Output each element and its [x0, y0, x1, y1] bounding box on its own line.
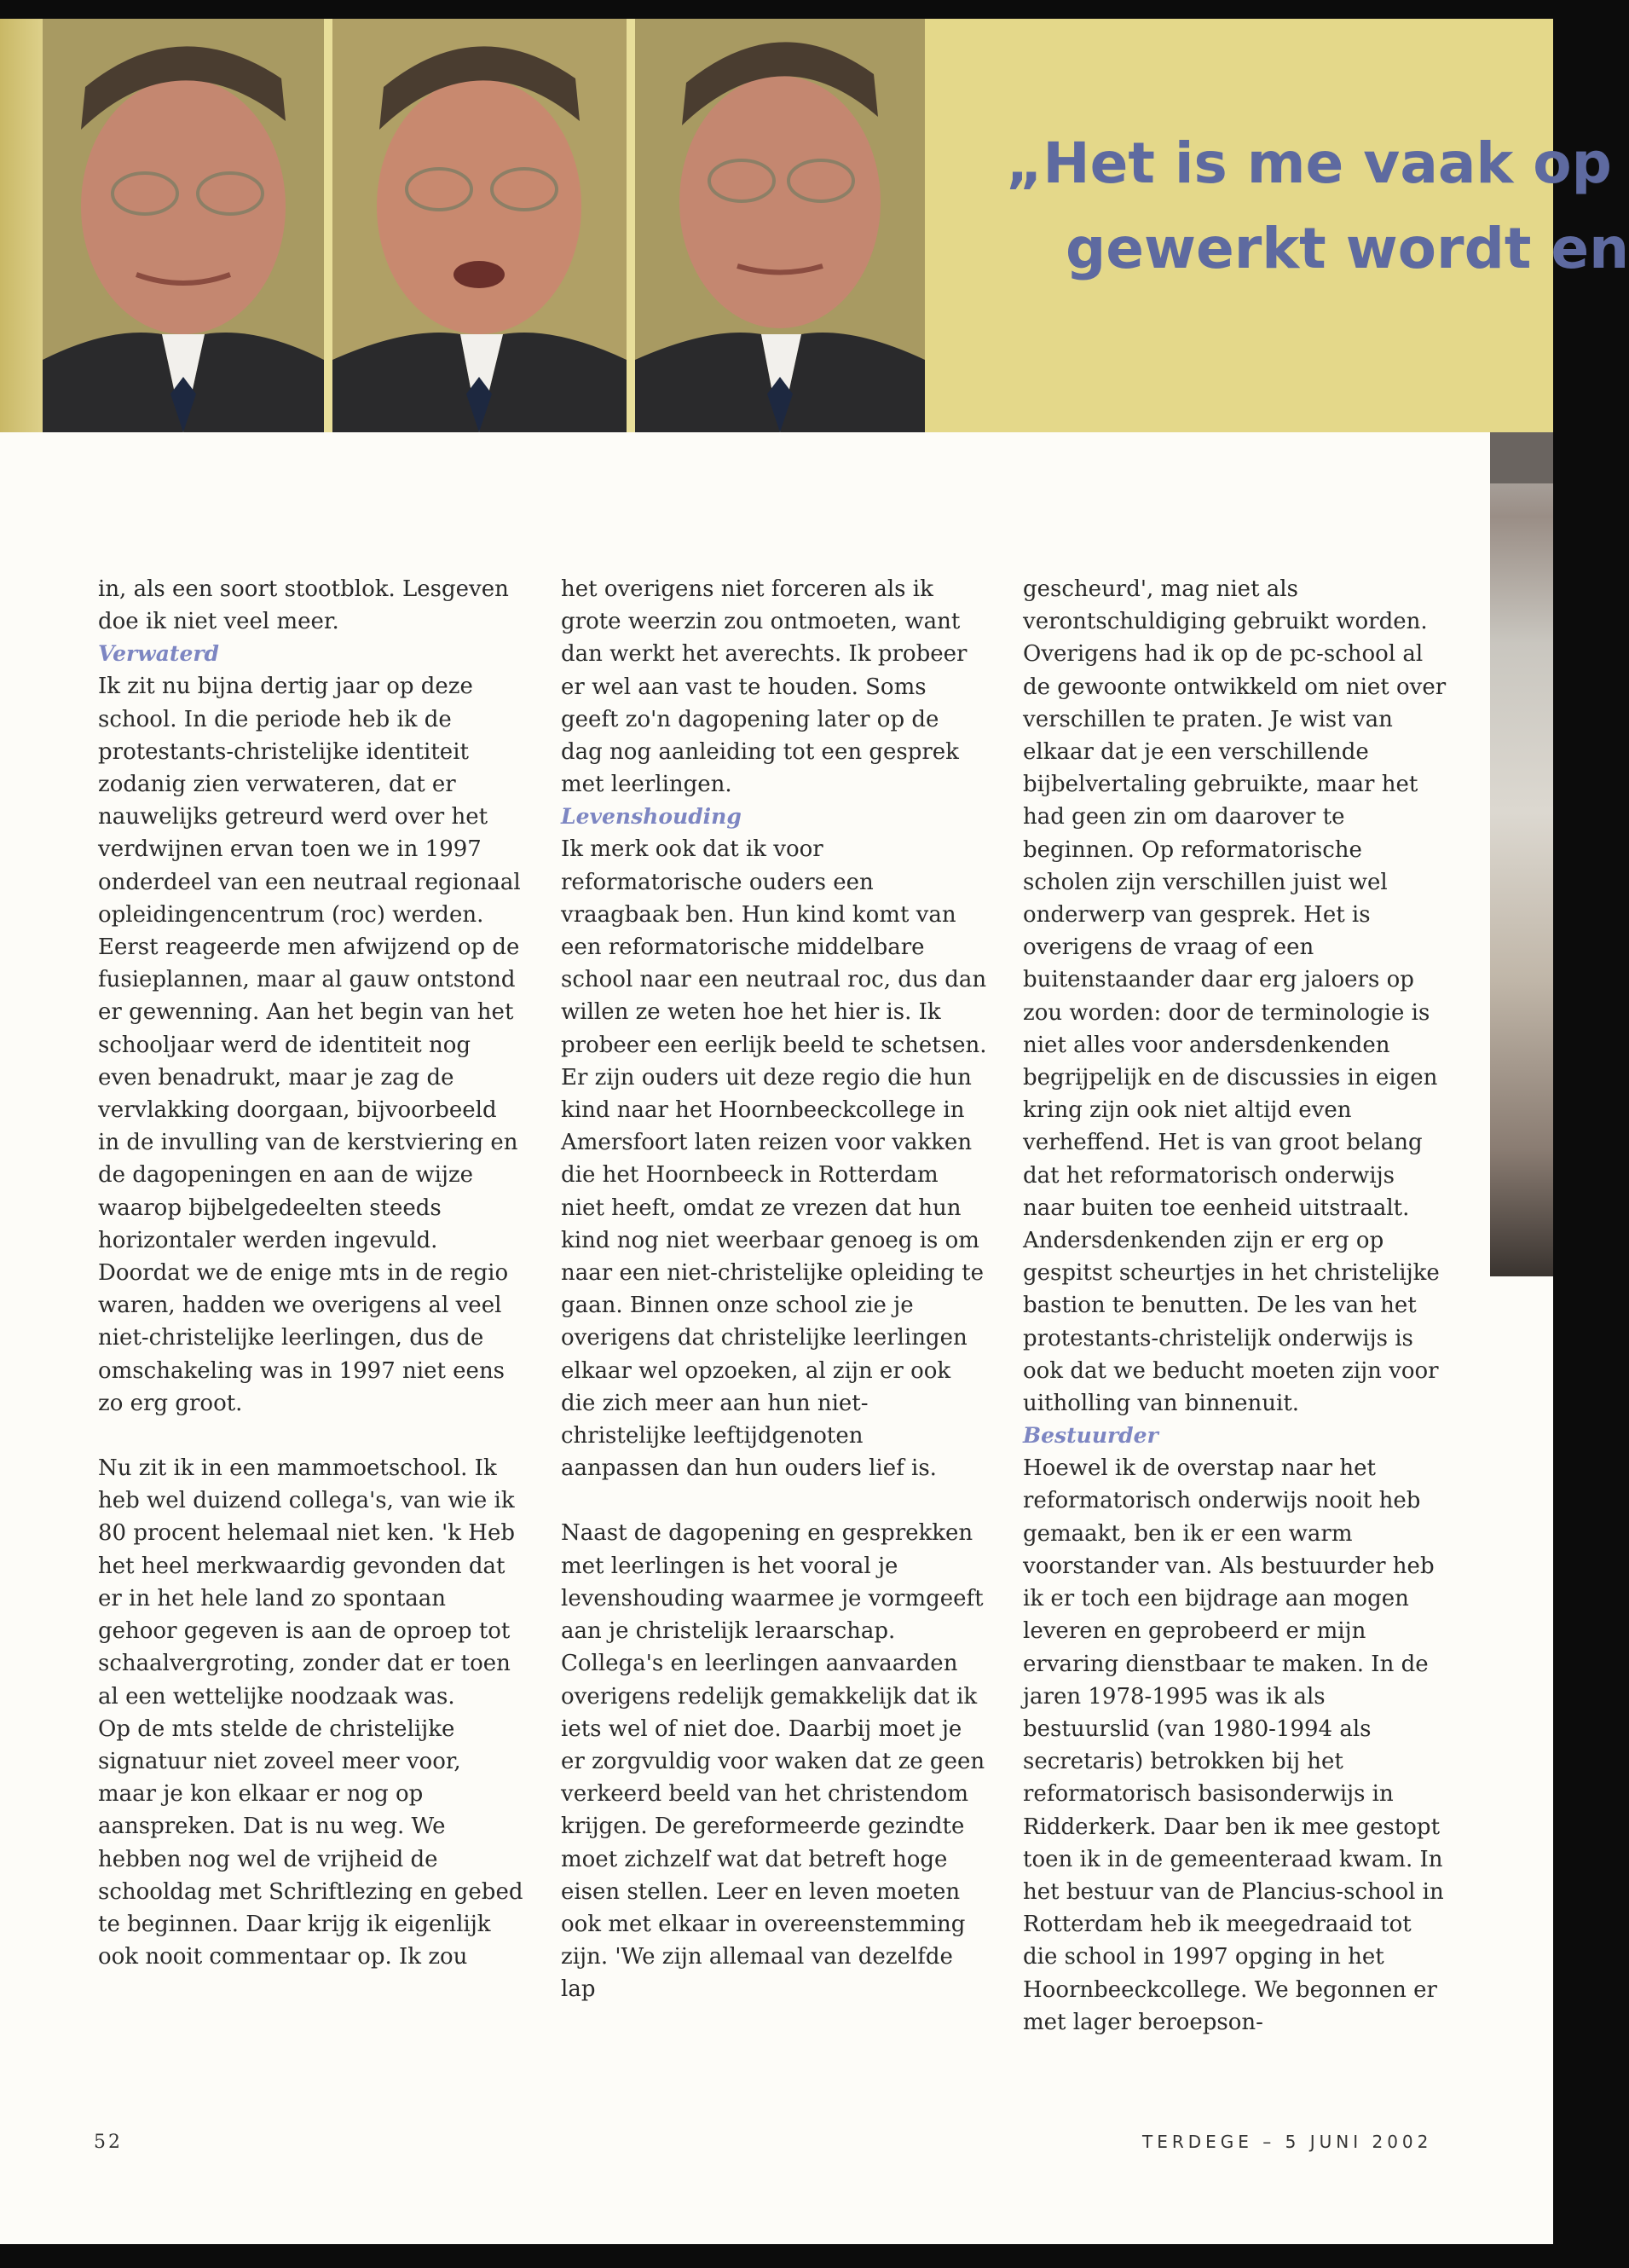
- subheading: Levenshouding: [561, 804, 742, 830]
- paragraph: gescheurd', mag niet als verontschuldiging gebruikt worden. Overigens had ik op de pc-school al de gewoonte ontwikkeld om niet over verschillen te praten. Je wist van elkaar dat je een verschillende bijbelvertaling gebruikte, maar het had geen zin om daarover te beginnen. Op reformatorische scholen zijn verschillen juist wel onderwerp van gesprek. Het is overigens de vraag of een buitenstaander daar erg jaloers op zou worden: door de terminologie is niet alles voor andersdenkenden begrijpelijk en de discussies in eigen kring zijn ook niet altijd even verheffend. Het is van groot belang dat het reformatorisch onderwijs naar buiten toe eenheid uitstraalt. Andersdenkenden zijn er erg op gespitst scheurtjes in het christelijke bastion te benutten. De les van het protestants-christelijk onderwijs is ook dat we beducht moeten zijn voor uitholling van binnenuit.: [1023, 576, 1447, 1417]
- text-column-3: [1023, 573, 1449, 2039]
- subheading: Bestuurder: [1023, 1423, 1158, 1449]
- magazine-page: [0, 19, 1629, 2244]
- header-left-strip: [0, 19, 43, 432]
- paragraph: Op de mts stelde de christelijke signatuur niet zoveel meer voor, maar je kon elkaar er nog op aanspreken. Dat is nu weg. We hebben nog wel de vrijheid de schooldag met Schriftlezing en gebed te beginnen. Daar krijg ik eigenlijk ook nooit commentaar op. Ik zou: [98, 1715, 523, 1970]
- paragraph: Hoewel ik de overstap naar het reformatorisch onderwijs nooit heb gemaakt, ben ik er een warm voorstander van. Als bestuurder heb ik er toch een bijdrage aan mogen leveren en geprobeerd er mijn ervaring dienstbaar te maken. In de jaren 1978-1995 was ik als bestuurslid (van 1980-1994 als secretaris) betrokken bij het reformatorisch basisonderwijs in Ridderkerk. Daar ben ik mee gestopt toen ik in de gemeenteraad kwam. In het bestuur van de Plancius-school in Rotterdam heb ik meegedraaid tot die school in 1997 opging in het Hoornbeeckcollege. We begonnen er met lager beroepson-: [1023, 1455, 1444, 2035]
- paragraph: Nu zit ik in een mammoetschool. Ik heb wel duizend collega's, van wie ik 80 procent helemaal niet ken. 'k Heb het heel merkwaardig gevonden dat er in het hele land zo spontaan gehoor gegeven is aan de oproep tot schaalvergroting, zonder dat er toen al een wettelijke noodzaak was.: [98, 1455, 515, 1710]
- paragraph: in, als een soort stootblok. Lesgeven doe ik niet veel meer.: [98, 576, 509, 635]
- paragraph: het overigens niet forceren als ik grote weerzin zou ontmoeten, want dan werkt het averechts. Ik probeer er wel aan vast te houden. Soms geeft zo'n dagopening later op de dag nog aanleiding tot een gesprek met leerlingen.: [561, 576, 968, 798]
- paragraph: Ik zit nu bijna dertig jaar op deze school. In die periode heb ik de protestants-christelijke identiteit zodanig zien verwateren, dat er nauwelijks getreurd werd over het verdwijnen ervan toen we in 1997 onderdeel van een neutraal regionaal opleidingencentrum (roc) werden. Eerst reageerde men afwijzend op de fusieplannen, maar al gauw ontstond er gewenning. Aan het begin van het schooljaar werd de identiteit nog even benadrukt, maar je zag de vervlakking doorgaan, bijvoorbeeld in de invulling van de kerstviering en de dagopeningen en aan de wijze waarop bijbelgedeelten steeds horizontaler werden ingevuld. Doordat we de enige mts in de regio waren, hadden we overigens al veel niet-christelijke leerlingen, dus de omschakeling was in 1997 niet eens zo erg groot.: [98, 674, 521, 1416]
- portrait-photo-1: [43, 19, 324, 432]
- side-photo-fragment: [1490, 432, 1553, 1276]
- page-number: 52: [94, 2132, 123, 2153]
- text-column-1: [98, 573, 524, 1973]
- publication-footer: TERDEGE – 5 JUNI 2002: [1142, 2132, 1433, 2152]
- paragraph: Ik merk ook dat ik voor reformatorische ouders een vraagbaak ben. Hun kind komt van een reformatorische middelbare school naar een neutraal roc, dus dan willen ze weten hoe het hier is. Ik probeer een eerlijk beeld te schetsen. Er zijn ouders uit deze regio die hun kind naar het Hoornbeeckcollege in Amersfoort laten reizen voor vakken die het Hoornbeeck in Rotterdam niet heeft, omdat ze vrezen dat hun kind nog niet weerbaar genoeg is om naar een niet-christelijke opleiding te gaan. Binnen onze school zie je overigens dat christelijke leerlingen elkaar wel opzoeken, al zijn er ook die zich meer aan hun niet-christelijke leeftijdgenoten aanpassen dan hun ouders lief is.: [561, 836, 987, 1482]
- photo-divider: [627, 19, 635, 432]
- headline-line-2: gewerkt wordt en: [1066, 216, 1629, 281]
- headline-line-1: „Het is me vaak op: [1006, 130, 1612, 196]
- subheading: Verwaterd: [98, 641, 220, 667]
- text-column-2: [561, 573, 987, 2006]
- photo-divider: [324, 19, 332, 432]
- paragraph: Naast de dagopening en gesprekken met leerlingen is het vooral je levenshouding waarmee je vormgeeft aan je christelijk leraarschap. Collega's en leerlingen aanvaarden overigens redelijk gemakkelijk dat ik iets wel of niet doe. Daarbij moet je er zorgvuldig voor waken dat ze geen verkeerd beeld van het christendom krijgen. De gereformeerde gezindte moet zichzelf wat dat betreft hoge eisen stellen. Leer en leven moeten ook met elkaar in overeenstemming zijn. 'We zijn allemaal van dezelfde lap: [561, 1520, 985, 2003]
- portrait-photo-2: [332, 19, 627, 432]
- headline: [1006, 121, 1629, 292]
- portrait-photo-3: [635, 19, 925, 432]
- side-photo-top: [1490, 432, 1553, 483]
